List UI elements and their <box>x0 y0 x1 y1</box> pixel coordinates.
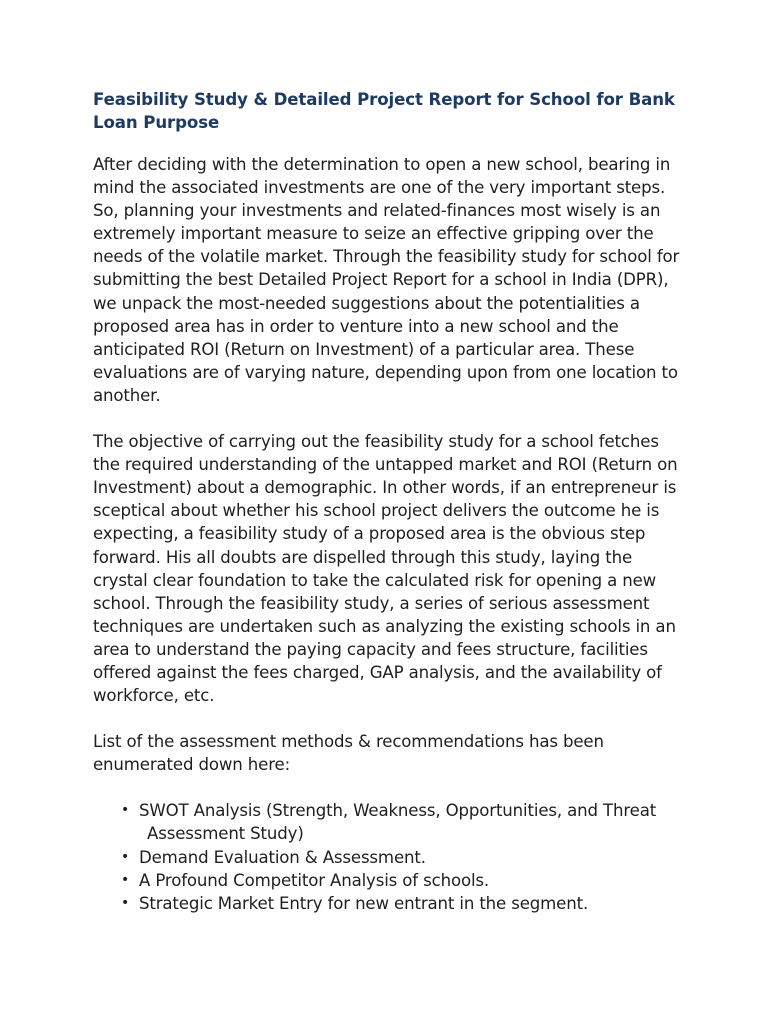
assessment-methods-list <box>93 799 685 914</box>
document-title: Feasibility Study & Detailed Project Report for School for Bank Loan Purpose <box>93 90 675 132</box>
bullet-icon: • <box>121 871 130 888</box>
list-item <box>93 869 685 892</box>
list-item-text: Strategic Market Entry for new entrant in the segment. <box>139 893 589 913</box>
bullet-icon: • <box>121 894 130 911</box>
list-item-text: Demand Evaluation & Assessment. <box>139 847 426 867</box>
paragraph-intro: After deciding with the determination to open a new school, bearing in mind the associated investments are one of the very important steps. So, planning your investments and related-finances most wisely is an extremely important measure to seize an effective gripping over the needs of the volatile market. Through the feasibility study for school for submitting the best Detailed Project Report for a school in India (DPR), we unpack the most-needed suggestions about the potentialities a proposed area has in order to venture into a new school and the anticipated ROI (Return on Investment) of a particular area. These evaluations are of varying nature, depending upon from one location to another. <box>93 155 680 405</box>
bullet-icon: • <box>121 848 130 865</box>
bullet-icon: • <box>121 802 130 819</box>
list-item <box>93 892 685 915</box>
list-item-text-continued: Assessment Study) <box>147 824 304 844</box>
paragraph-list-intro: List of the assessment methods & recommendations has been enumerated down here: <box>93 732 604 775</box>
paragraph-objective: The objective of carrying out the feasibility study for a school fetches the required understanding of the untapped market and ROI (Return on Investment) about a demographic. In other words, if an entrepreneur is sceptical about whether his school project delivers the outcome he is expecting, a feasibility study of a proposed area is the obvious step forward. His all doubts are dispelled through this study, laying the crystal clear foundation to take the calculated risk for opening a new school. Through the feasibility study, a series of serious assessment techniques are undertaken such as analyzing the existing schools in an area to understand the paying capacity and fees structure, facilities offered against the fees charged, GAP analysis, and the availability of workforce, etc. <box>93 432 678 706</box>
document-page <box>93 88 685 915</box>
list-item <box>93 799 685 845</box>
list-item-text: A Profound Competitor Analysis of schools. <box>139 870 490 890</box>
list-item <box>93 846 685 869</box>
list-item-text: SWOT Analysis (Strength, Weakness, Opportunities, and Threat <box>139 801 657 821</box>
